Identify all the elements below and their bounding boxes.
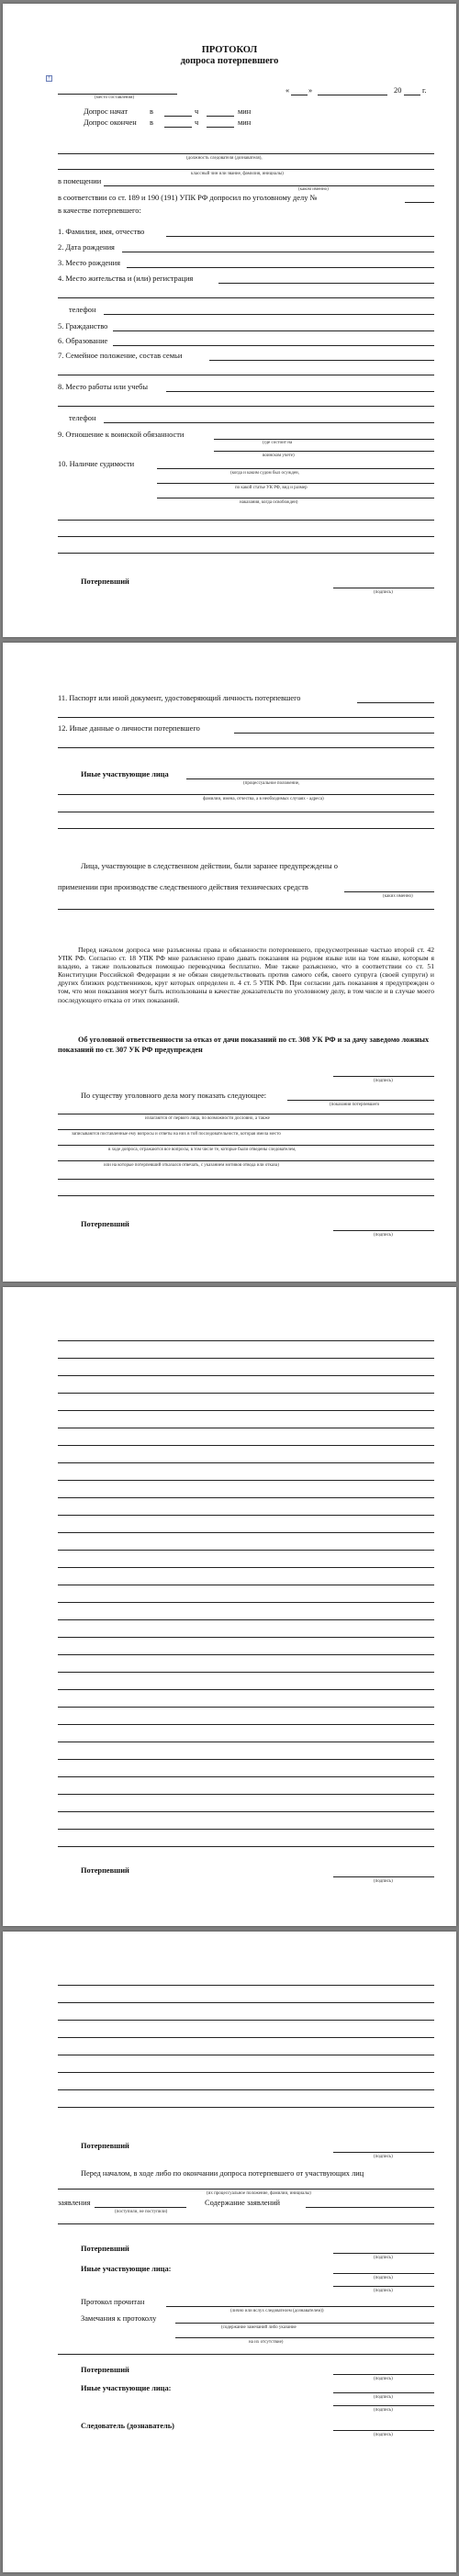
content-label: Содержание заявлений xyxy=(205,2199,281,2207)
remarks-label: Замечания к протоколу xyxy=(81,2314,157,2323)
protocol-subtitle: допроса потерпевшего xyxy=(180,56,279,66)
end-minutes-unit: мин xyxy=(238,118,252,127)
rank-hint: классный чин или звание, фамилия, инициалы) xyxy=(191,172,284,176)
room-label: в помещении xyxy=(58,177,102,185)
start-in: в xyxy=(150,107,153,116)
protocol-title: ПРОТОКОЛ xyxy=(201,45,258,55)
warning-line-1: Лица, участвующие в следственном действии, были заранее предупреждены о xyxy=(81,862,338,870)
ruled-line[interactable] xyxy=(58,1672,434,1673)
ruled-line[interactable] xyxy=(58,1550,434,1551)
place-line[interactable] xyxy=(58,94,177,95)
participants-field-4[interactable] xyxy=(58,828,434,829)
item-education: 6. Образование xyxy=(58,337,108,345)
date-year-suffix: г. xyxy=(422,86,427,95)
which-hint: (каких именно) xyxy=(383,894,413,899)
victim-label-3: Потерпевший xyxy=(81,2366,129,2374)
statement-participants-field[interactable] xyxy=(58,2189,434,2190)
participant-signature-3[interactable] xyxy=(333,2392,434,2393)
other-data-field-2[interactable] xyxy=(58,747,434,748)
testimony-line-2[interactable] xyxy=(58,1129,434,1130)
content-field[interactable] xyxy=(306,2207,434,2208)
birth-place-field[interactable] xyxy=(127,267,434,268)
read-label: Протокол прочитан xyxy=(81,2298,145,2306)
residence-field[interactable] xyxy=(218,283,434,284)
ruled-line[interactable] xyxy=(58,1654,434,1655)
military-field[interactable] xyxy=(214,439,434,440)
item-family: 7. Семейное положение, состав семьи xyxy=(58,352,183,360)
page-2 xyxy=(3,643,456,1282)
form-anchor-icon: + xyxy=(47,75,51,81)
warning-line-2: применении при производстве следственного действия технических средств xyxy=(58,883,308,891)
signature-hint-8: (подпись) xyxy=(374,2433,393,2437)
victim-signature-field[interactable] xyxy=(333,1876,434,1877)
ruled-line[interactable] xyxy=(58,1619,434,1620)
signature-hint: (подпись) xyxy=(374,2155,393,2159)
testimony-line-5[interactable] xyxy=(58,1179,434,1180)
ruled-line[interactable] xyxy=(58,1707,434,1708)
date-year-prefix: 20 xyxy=(394,86,402,95)
military-hint-2: воинском учете) xyxy=(263,454,295,458)
work-phone-label: телефон xyxy=(69,414,96,422)
ruled-line[interactable] xyxy=(58,1462,434,1463)
made-hint: (поступили, не поступили) xyxy=(115,2210,168,2214)
item-birth-place: 3. Место рождения xyxy=(58,259,120,267)
participant-signature-2[interactable] xyxy=(333,2286,434,2287)
place-hint: (место составления) xyxy=(95,95,135,100)
as-victim: в качестве потерпевшего: xyxy=(58,207,141,215)
education-field[interactable] xyxy=(113,345,434,346)
testimony-field[interactable] xyxy=(287,1100,434,1101)
victim-signature-field[interactable] xyxy=(333,1230,434,1231)
date-quote-open: « xyxy=(285,86,290,95)
ruled-line[interactable] xyxy=(58,1497,434,1498)
liability-signature-field[interactable] xyxy=(333,1076,434,1077)
start-minutes-unit: мин xyxy=(238,107,252,116)
technical-means-field-2[interactable] xyxy=(58,909,434,910)
end-label: Допрос окончен xyxy=(84,118,137,127)
rights-paragraph: Перед началом допроса мне разъяснены права и обязанности потерпевшего, предусмотренные частью второй ст. 42 УПК РФ. Согласно ст. 18 УПК РФ мне разъяснено право давать показания на родном языке или на том языке, которым я владею, а также пользоваться помощью переводчика бесплатно. Мне также разъяснено, что в соответствии со ст. 51 Конституции Российской Федерации я не обязан свидетельствовать против самого себя, своего супруга (своей супруги) и других близких родственников, круг которых определен п. 4 ст. 5 УПК РФ. При согласии дать показания я предупрежден о том, что мои показания могут быть использованы в качестве доказательств по уголовному делу, в том числе и в случае моего последующего отказа от этих показаний. xyxy=(58,946,434,1004)
other-participants-label: Иные участвующие лица xyxy=(81,770,169,778)
phone-field[interactable] xyxy=(104,314,434,315)
ruled-line[interactable] xyxy=(58,2002,434,2003)
testimony-line-6[interactable] xyxy=(58,1195,434,1196)
remarks-field-2[interactable] xyxy=(175,2337,434,2338)
content-field-2[interactable] xyxy=(58,2223,434,2224)
statements-made-field[interactable] xyxy=(95,2207,186,2208)
other-participants-label-2: Иные участвующие лица: xyxy=(81,2384,172,2392)
participants-field[interactable] xyxy=(186,778,434,779)
official-line[interactable] xyxy=(58,153,434,154)
item-citizenship: 5. Гражданство xyxy=(58,322,108,330)
date-quote-close: » xyxy=(308,86,313,95)
ruled-line[interactable] xyxy=(58,2072,434,2073)
remarks-hint-2: на их отсутствие) xyxy=(249,2340,284,2345)
conviction-field[interactable] xyxy=(157,468,434,469)
ruled-line[interactable] xyxy=(58,1794,434,1795)
remarks-field[interactable] xyxy=(175,2323,434,2324)
item-conviction: 10. Наличие судимости xyxy=(58,460,135,468)
case-number-field[interactable] xyxy=(405,202,434,203)
ruled-line[interactable] xyxy=(58,2020,434,2021)
work-field[interactable] xyxy=(166,391,434,392)
start-hours-field[interactable] xyxy=(164,116,192,117)
signature-hint-6: (подпись) xyxy=(374,2395,393,2400)
testimony-hint-4: в ходе допроса, отражаются все вопросы, в том числе те, которые были отведены следователем, xyxy=(108,1148,297,1152)
page-3 xyxy=(3,1287,456,1926)
item-residence: 4. Место жительства и (или) регистрация xyxy=(58,274,194,283)
full-name-field[interactable] xyxy=(166,236,434,237)
end-minutes-field[interactable] xyxy=(207,127,234,128)
item-military: 9. Отношение к воинской обязанности xyxy=(58,431,185,439)
victim-label-2: Потерпевший xyxy=(81,2245,129,2253)
room-hint: (каком именно) xyxy=(298,187,329,192)
ruled-line[interactable] xyxy=(58,1410,434,1411)
end-hours-field[interactable] xyxy=(164,127,192,128)
item-passport: 11. Паспорт или иной документ, удостоверяющий личность потерпевшего xyxy=(58,694,301,702)
participant-signature-4[interactable] xyxy=(333,2405,434,2406)
victim-label: Потерпевший xyxy=(81,1866,129,1875)
signature-hint-3: (подпись) xyxy=(374,2276,393,2280)
page-4 xyxy=(3,1932,456,2572)
participant-signature-1[interactable] xyxy=(333,2273,434,2274)
remarks-field-3[interactable] xyxy=(58,2354,434,2355)
ruled-line[interactable] xyxy=(58,1567,434,1568)
testimony-line-3[interactable] xyxy=(58,1145,434,1146)
blank-line-1[interactable] xyxy=(58,520,434,521)
ruled-line[interactable] xyxy=(58,1375,434,1376)
statements-label: заявления xyxy=(58,2199,91,2207)
liability-signature-hint: (подпись) xyxy=(374,1079,393,1083)
participants-hint: (их процессуальное положение, фамилии, инициалы) xyxy=(207,2191,311,2196)
signature-hint: (подпись) xyxy=(374,590,393,595)
testimony-line-4[interactable] xyxy=(58,1160,434,1161)
victim-label: Потерпевший xyxy=(81,577,129,586)
participants-name-hint: фамилии, имена, отчества, а в необходимых случаях - адреса) xyxy=(203,797,324,801)
ruled-line[interactable] xyxy=(58,1637,434,1638)
passport-field[interactable] xyxy=(357,702,434,703)
victim-signature-field-3[interactable] xyxy=(333,2374,434,2375)
citizenship-field[interactable] xyxy=(113,330,434,331)
blank-line-2[interactable] xyxy=(58,536,434,537)
ruled-line[interactable] xyxy=(58,1358,434,1359)
testimony-hint-3: записываются поставленные ему вопросы и ответы на них в той последовательности, которая имела место xyxy=(72,1132,281,1137)
end-in: в xyxy=(150,118,153,127)
testimony-hint-1: (показания потерпевшего xyxy=(330,1103,380,1107)
phone-label: телефон xyxy=(69,306,96,314)
signature-hint-2: (подпись) xyxy=(374,2256,393,2260)
conviction-hint-1: (когда и каким судом был осужден, xyxy=(230,471,299,476)
ruled-line[interactable] xyxy=(58,1480,434,1481)
signature-hint-5: (подпись) xyxy=(374,2377,393,2381)
conviction-hint-2: по какой статье УК РФ, вид и размер xyxy=(235,486,308,490)
work-field-2[interactable] xyxy=(58,406,434,407)
article-text: в соответствии со ст. 189 и 190 (191) УПК РФ допросил по уголовному делу № xyxy=(58,194,318,202)
investigator-signature-field[interactable] xyxy=(333,2430,434,2431)
before-end-text: Перед началом, в ходе либо по окончании допроса потерпевшего от участвующих лиц xyxy=(81,2169,364,2178)
ruled-line[interactable] xyxy=(58,2107,434,2108)
ruled-line[interactable] xyxy=(58,1811,434,1812)
participants-field-2[interactable] xyxy=(58,794,434,795)
item-work: 8. Место работы или учебы xyxy=(58,383,149,391)
remarks-hint: (содержание замечаний либо указание xyxy=(221,2325,297,2330)
military-field-2[interactable] xyxy=(214,451,434,452)
end-hours-unit: ч xyxy=(195,118,199,127)
other-participants-label: Иные участвующие лица: xyxy=(81,2265,172,2273)
ruled-line[interactable] xyxy=(58,1759,434,1760)
passport-field-2[interactable] xyxy=(58,717,434,718)
ruled-line[interactable] xyxy=(58,2089,434,2090)
rank-line[interactable] xyxy=(58,169,434,170)
item-other-data: 12. Иные данные о личности потерпевшего xyxy=(58,724,200,733)
conviction-field-2[interactable] xyxy=(157,483,434,484)
signature-hint-7: (подпись) xyxy=(374,2408,393,2413)
ruled-line[interactable] xyxy=(58,1829,434,1830)
page-1 xyxy=(3,4,456,637)
ruled-line[interactable] xyxy=(58,1724,434,1725)
technical-means-field[interactable] xyxy=(344,891,434,892)
residence-field-2[interactable] xyxy=(58,297,434,298)
signature-hint: (подпись) xyxy=(374,1879,393,1884)
on-merits-label: По существу уголовного дела могу показать следующее: xyxy=(81,1092,267,1100)
ruled-line[interactable] xyxy=(58,1393,434,1394)
victim-label: Потерпевший xyxy=(81,2142,129,2150)
ruled-line[interactable] xyxy=(58,1515,434,1516)
ruled-line[interactable] xyxy=(58,1532,434,1533)
ruled-line[interactable] xyxy=(58,1776,434,1777)
official-hint: (должность следователя (дознавателя), xyxy=(186,156,263,161)
read-field[interactable] xyxy=(166,2306,434,2307)
military-hint-1: (где состоит на xyxy=(263,441,293,445)
ruled-line[interactable] xyxy=(58,1445,434,1446)
family-field[interactable] xyxy=(209,360,434,361)
victim-signature-field-2[interactable] xyxy=(333,2253,434,2254)
ruled-line[interactable] xyxy=(58,1689,434,1690)
liability-warning: Об уголовной ответственности за отказ от дачи показаний по ст. 308 УК РФ и за дачу заведомо ложных показаний по ст. 307 УК РФ предупрежден xyxy=(58,1036,430,1054)
item-full-name: 1. Фамилия, имя, отчество xyxy=(58,228,145,236)
ruled-line[interactable] xyxy=(58,1985,434,1986)
ruled-line[interactable] xyxy=(58,1340,434,1341)
procedural-hint: (процессуальное положение, xyxy=(243,781,300,786)
start-minutes-field[interactable] xyxy=(207,116,234,117)
victim-signature-field[interactable] xyxy=(333,2152,434,2153)
ruled-line[interactable] xyxy=(58,2037,434,2038)
testimony-hint-2: излагаются от первого лица, по возможности дословно, а также xyxy=(145,1116,270,1121)
victim-label: Потерпевший xyxy=(81,1220,129,1228)
read-hint: (лично или вслух следователем (дознавателем)) xyxy=(230,2309,324,2313)
blank-line-3[interactable] xyxy=(58,553,434,554)
conviction-hint-3: наказания, когда освобожден) xyxy=(240,500,298,505)
work-phone-field[interactable] xyxy=(104,422,434,423)
other-data-field[interactable] xyxy=(234,733,434,734)
room-field[interactable] xyxy=(104,185,434,186)
item-birth-date: 2. Дата рождения xyxy=(58,243,115,252)
start-label: Допрос начат xyxy=(84,107,129,116)
start-hours-unit: ч xyxy=(195,107,199,116)
testimony-hint-5: или на которые потерпевший отказался отвечать, с указанием мотивов отвода или отказа) xyxy=(104,1163,279,1168)
signature-hint: (подпись) xyxy=(374,1233,393,1238)
ruled-line[interactable] xyxy=(58,1846,434,1847)
signature-hint-4: (подпись) xyxy=(374,2289,393,2293)
ruled-line[interactable] xyxy=(58,1602,434,1603)
investigator-label: Следователь (дознаватель) xyxy=(81,2422,174,2430)
